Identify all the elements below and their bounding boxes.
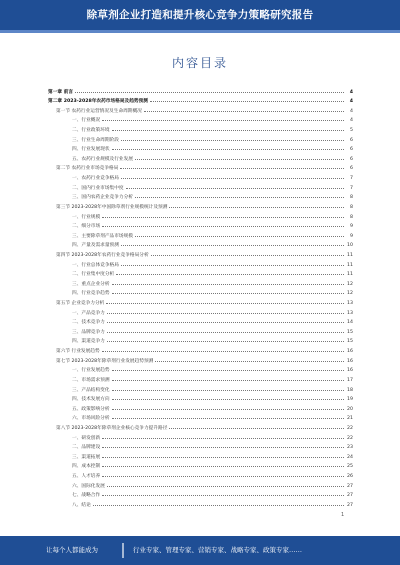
report-title: 除草剂企业打造和提升核心竞争力策略研究报告 xyxy=(86,9,314,21)
toc-leader-dots xyxy=(121,178,344,179)
toc-entry[interactable] xyxy=(48,316,353,326)
toc-leader-dots xyxy=(112,390,344,391)
toc-leader-dots xyxy=(120,168,344,169)
toc-entry[interactable] xyxy=(48,431,353,441)
toc-entry-label: 第六节 行业发展趋势 xyxy=(56,349,100,355)
toc-entry-page: 4 xyxy=(350,108,353,114)
toc-entry[interactable] xyxy=(48,152,353,162)
toc-leader-dots xyxy=(93,505,344,506)
toc-leader-dots xyxy=(150,101,344,102)
toc-leader-dots xyxy=(102,495,344,496)
toc-leader-dots xyxy=(112,370,344,371)
toc-entry-label: 第二节 农药行业市场竞争格局 xyxy=(56,166,119,172)
footer-divider xyxy=(122,543,124,558)
toc-entry-page: 12 xyxy=(347,281,353,287)
toc-entry[interactable] xyxy=(48,181,353,191)
toc-leader-dots xyxy=(169,207,344,208)
toc-entry-label: 一、行业规模 xyxy=(72,214,101,220)
toc-entry-page: 6 xyxy=(350,156,353,162)
toc-entry[interactable] xyxy=(48,268,353,278)
toc-leader-dots xyxy=(102,476,344,477)
toc-entry[interactable] xyxy=(48,258,353,268)
toc-entry[interactable] xyxy=(48,114,353,124)
page-number: 1 xyxy=(341,512,345,518)
toc-leader-dots xyxy=(135,159,344,160)
footer-tagline: 行业专家、管理专家、营销专家、战略专家、政策专家…… xyxy=(133,546,302,554)
toc-entry-label: 六、国际化发展 xyxy=(72,483,105,489)
toc-leader-dots xyxy=(107,486,344,487)
toc-entry-page: 5 xyxy=(350,128,353,134)
toc-entry-label: 三、产品结构变化 xyxy=(72,387,110,393)
toc-leader-dots xyxy=(112,130,344,131)
toc-entry[interactable] xyxy=(48,200,353,210)
toc-entry-page: 17 xyxy=(347,377,353,383)
toc-entry[interactable] xyxy=(48,85,353,95)
toc-entry[interactable] xyxy=(48,498,353,508)
toc-leader-dots xyxy=(151,255,344,256)
toc-entry-label: 四、成本控制 xyxy=(72,464,101,470)
toc-entry-page: 4 xyxy=(350,118,353,124)
toc-entry[interactable] xyxy=(48,393,353,403)
toc-entry-page: 4 xyxy=(349,99,353,105)
toc-entry-label: 五、人才培养 xyxy=(72,473,101,479)
toc-entry-page: 22 xyxy=(347,425,353,431)
toc-leader-dots xyxy=(121,140,344,141)
toc-entry-page: 9 xyxy=(350,224,353,230)
toc-entry[interactable] xyxy=(48,335,353,345)
toc-entry-page: 6 xyxy=(350,137,353,143)
toc-entry-page: 4 xyxy=(349,89,353,95)
toc-entry-page: 7 xyxy=(350,176,353,182)
toc-entry-label: 二、细分市场 xyxy=(72,224,101,230)
toc-entry-label: 四、产量及需求量预测 xyxy=(72,243,119,249)
toc-entry-page: 11 xyxy=(347,272,353,278)
toc-entry-page: 16 xyxy=(347,358,353,364)
toc-leader-dots xyxy=(135,236,344,237)
toc-entry-page: 27 xyxy=(347,493,353,499)
toc-leader-dots xyxy=(106,303,344,304)
toc-entry-page: 9 xyxy=(350,233,353,239)
toc-entry-page: 10 xyxy=(347,243,353,249)
toc-leader-dots xyxy=(107,332,344,333)
toc-entry-label: 二、品牌建设 xyxy=(72,445,101,451)
toc-entry-label: 一、研发创新 xyxy=(72,435,101,441)
header-banner xyxy=(0,0,400,30)
toc-entry-label: 一、行业概况 xyxy=(72,118,101,124)
toc-leader-dots xyxy=(112,284,344,285)
toc-entry[interactable] xyxy=(48,354,353,364)
toc-entry[interactable] xyxy=(48,412,353,422)
toc-leader-dots xyxy=(155,361,344,362)
toc-leader-dots xyxy=(107,341,344,342)
toc-leader-dots xyxy=(112,380,344,381)
toc-entry-page: 16 xyxy=(347,368,353,374)
toc-entry-label: 五、政策影响分析 xyxy=(72,406,110,412)
toc-entry[interactable] xyxy=(48,364,353,374)
toc-entry[interactable] xyxy=(48,229,353,239)
toc-entry-page: 6 xyxy=(350,147,353,153)
toc-entry-page: 8 xyxy=(350,214,353,220)
toc-entry-label: 六、市场风险分析 xyxy=(72,416,110,422)
toc-entry[interactable] xyxy=(48,95,353,105)
toc-entry[interactable] xyxy=(48,143,353,153)
toc-entry[interactable] xyxy=(48,220,353,230)
toc-entry-page: 18 xyxy=(347,387,353,393)
toc-entry[interactable] xyxy=(48,421,353,431)
toc-entry-label: 一、行业发展趋势 xyxy=(72,368,110,374)
toc-leader-dots xyxy=(107,313,344,314)
toc-entry[interactable] xyxy=(48,248,353,258)
toc-leader-dots xyxy=(102,351,344,352)
toc-leader-dots xyxy=(121,245,344,246)
toc-entry-page: 20 xyxy=(347,406,353,412)
toc-entry[interactable] xyxy=(48,162,353,172)
toc-entry-page: 23 xyxy=(347,445,353,451)
toc-leader-dots xyxy=(102,217,344,218)
toc-leader-dots xyxy=(102,226,344,227)
toc-entry[interactable] xyxy=(48,306,353,316)
toc-leader-dots xyxy=(169,428,344,429)
toc-entry-label: 第一节 农药行业运营情况及生命周期概况 xyxy=(56,108,142,114)
toc-entry-page: 15 xyxy=(347,329,353,335)
toc-entry-page: 15 xyxy=(347,339,353,345)
toc-entry[interactable] xyxy=(48,373,353,383)
toc-leader-dots xyxy=(102,466,344,467)
toc-entry[interactable] xyxy=(48,123,353,133)
toc-entry-page: 14 xyxy=(347,320,353,326)
toc-entry-label: 四、行业竞争趋势 xyxy=(72,291,110,297)
toc-entry[interactable] xyxy=(48,383,353,393)
toc-entry[interactable] xyxy=(48,344,353,354)
toc-entry-label: 第七节 2023-2028年除草剂行业发展趋势预测 xyxy=(56,358,154,364)
toc-entry[interactable] xyxy=(48,325,353,335)
toc-entry-page: 21 xyxy=(347,416,353,422)
toc-entry-label: 七、战略合作 xyxy=(72,493,101,499)
toc-entry-label: 三、主要除草剂产品市场规模 xyxy=(72,233,133,239)
toc-entry-label: 三、渠道拓展 xyxy=(72,454,101,460)
toc-entry-label: 二、市场需求预测 xyxy=(72,377,110,383)
table-of-contents xyxy=(48,85,353,508)
toc-entry[interactable] xyxy=(48,460,353,470)
toc-entry-page: 27 xyxy=(347,502,353,508)
toc-leader-dots xyxy=(102,120,344,121)
toc-entry[interactable] xyxy=(48,287,353,297)
toc-entry-label: 二、行业集中度分析 xyxy=(72,272,115,278)
toc-entry-page: 25 xyxy=(347,464,353,470)
toc-entry-label: 第二章 2023-2028年农药市场格局及趋势预测 xyxy=(48,99,148,105)
toc-leader-dots xyxy=(102,457,344,458)
footer-banner xyxy=(0,536,400,565)
toc-entry-label: 第三节 2023-2028年中国除草剂行业规模统计及预测 xyxy=(56,204,168,210)
toc-entry[interactable] xyxy=(48,402,353,412)
toc-entry-label: 四、渠道竞争力 xyxy=(72,339,105,345)
toc-entry-page: 22 xyxy=(347,435,353,441)
toc-leader-dots xyxy=(107,322,344,323)
toc-entry-label: 三、行业生命周期阶段 xyxy=(72,137,119,143)
toc-entry[interactable] xyxy=(48,489,353,499)
toc-entry-label: 一、行业总体竞争格局 xyxy=(72,262,119,268)
toc-entry-page: 26 xyxy=(347,473,353,479)
toc-entry-page: 11 xyxy=(347,252,353,258)
toc-leader-dots xyxy=(102,447,344,448)
toc-entry-label: 二、国内行业市场集中度 xyxy=(72,185,124,191)
toc-entry-page: 24 xyxy=(347,454,353,460)
toc-entry-page: 7 xyxy=(350,185,353,191)
toc-leader-dots xyxy=(112,293,344,294)
toc-heading: 内容目录 xyxy=(171,56,228,70)
toc-entry-label: 二、技术竞争力 xyxy=(72,320,105,326)
toc-entry-page: 12 xyxy=(347,291,353,297)
toc-entry-label: 第一章 前言 xyxy=(48,89,74,95)
toc-entry[interactable] xyxy=(48,441,353,451)
toc-entry[interactable] xyxy=(48,210,353,220)
footer-slogan: 让每个人都能成为 xyxy=(46,546,98,554)
toc-entry[interactable] xyxy=(48,296,353,306)
toc-entry-label: 四、技术发展方向 xyxy=(72,397,110,403)
toc-entry-page: 19 xyxy=(347,397,353,403)
toc-entry-label: 第五节 企业竞争力分析 xyxy=(56,301,105,307)
toc-leader-dots xyxy=(121,265,344,266)
toc-leader-dots xyxy=(102,438,344,439)
toc-entry-page: 6 xyxy=(350,166,353,172)
toc-entry-label: 三、重点企业分析 xyxy=(72,281,110,287)
toc-entry[interactable] xyxy=(48,479,353,489)
toc-entry-label: 八、结论 xyxy=(72,502,91,508)
toc-entry[interactable] xyxy=(48,469,353,479)
toc-entry[interactable] xyxy=(48,239,353,249)
toc-entry-label: 二、行业政策环境 xyxy=(72,128,110,134)
toc-entry-page: 16 xyxy=(347,349,353,355)
toc-entry[interactable] xyxy=(48,450,353,460)
toc-entry-label: 第八节 2023-2028年除草剂企业核心竞争力提升路径 xyxy=(56,425,168,431)
toc-entry-page: 13 xyxy=(347,301,353,307)
toc-entry-page: 13 xyxy=(347,310,353,316)
toc-entry[interactable] xyxy=(48,133,353,143)
toc-leader-dots xyxy=(112,399,344,400)
toc-leader-dots xyxy=(116,274,344,275)
toc-entry-page: 27 xyxy=(347,483,353,489)
header-accent-bar xyxy=(0,30,400,33)
toc-entry-label: 四、行业发展现状 xyxy=(72,147,110,153)
toc-entry[interactable] xyxy=(48,191,353,201)
toc-entry[interactable] xyxy=(48,171,353,181)
toc-leader-dots xyxy=(112,409,344,410)
toc-entry-label: 三、国内农药企业竞争力分析 xyxy=(72,195,133,201)
toc-entry-label: 一、产品竞争力 xyxy=(72,310,105,316)
toc-entry-page: 8 xyxy=(350,204,353,210)
toc-entry[interactable] xyxy=(48,104,353,114)
toc-entry-label: 第四节 2023-2028年农药行业竞争格局分析 xyxy=(56,252,149,258)
toc-entry-label: 五、农药行业规模及行业发展 xyxy=(72,156,133,162)
toc-leader-dots xyxy=(126,188,344,189)
toc-leader-dots xyxy=(112,418,344,419)
toc-entry-page: 11 xyxy=(347,262,353,268)
toc-leader-dots xyxy=(112,149,344,150)
toc-entry-page: 8 xyxy=(350,195,353,201)
toc-entry-label: 三、品牌竞争力 xyxy=(72,329,105,335)
toc-leader-dots xyxy=(135,197,344,198)
toc-entry-label: 一、农药行业竞争格局 xyxy=(72,176,119,182)
toc-entry[interactable] xyxy=(48,277,353,287)
toc-leader-dots xyxy=(144,111,344,112)
toc-leader-dots xyxy=(75,92,344,93)
